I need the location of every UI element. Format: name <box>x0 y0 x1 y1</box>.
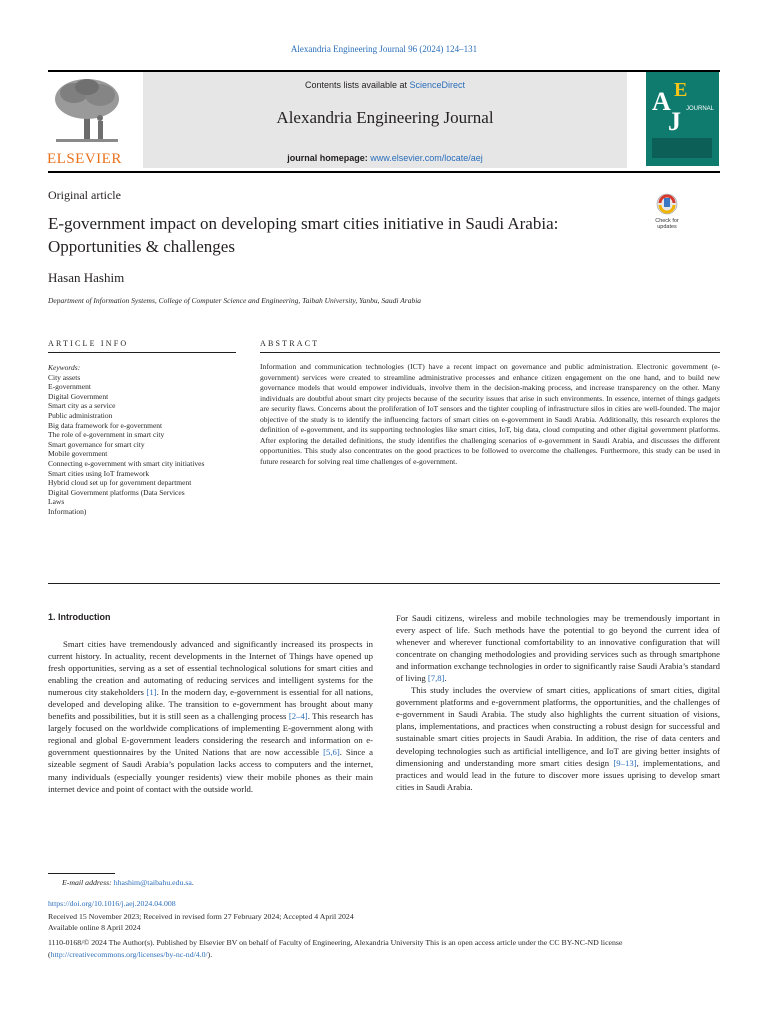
abstract-rule <box>260 352 720 353</box>
reference-link[interactable]: [5,6] <box>323 747 340 758</box>
paragraph: Smart cities have tremendously advanced and significantly increased its prospects in current history. In actuality, recent developments in the Internet of Things have opened up fresh opportunities, serving as a set of essential technological solutions for smart cities and enabling the creation and automating of reducing services and intelligent systems for the numerous city stakeholders [1]. In the modern day, e-government is essential for all nations, developed and developing alike. The transition to e-government has brought about many benefits and possibilities, but it is still seen as a challenging process [2–4]. This research has largely focused on the worldwide complications of implementing E-government along with regional and global E-government leaders considering the research and information on e-government questionnaires by the United Nations that are now accessible [5,6]. Since a sizeable segment of Saudi Arabia’s population lacks access to computers and the internet, many individuals (especially younger residents) view their mobile phones as their main internet device and point of contact with the outside world. <box>48 639 373 794</box>
paragraph: This study includes the overview of smart cities, applications of smart cities, digital government platforms and e-government platforms, the opportunities, and the challenges of e-government in Saudi Arabia. The study also highlights the current situation of visions, plans, implementations, and practices when constructing a robust design for successful and sustainable smart cities projects in Saudi Arabia. In addition, the rise of data centers and developing technologies such as artificial intelligence, and IoT are giving better insights of dimensioning and understanding more smart cities design [9–13], implementations, and practices and would lead in the future to discover more issues uprising to develop smart cities in Saudi Arabia. <box>396 685 720 792</box>
license-link[interactable]: http://creativecommons.org/licenses/by-nc-nd/4.0/ <box>50 949 208 959</box>
keyword: E-government <box>48 382 91 392</box>
doi-link[interactable]: https://doi.org/10.1016/j.aej.2024.04.008 <box>48 899 176 908</box>
cover-letter-e: E <box>674 79 688 101</box>
cover-word: JOURNAL <box>686 106 715 112</box>
cover-letter-j: J <box>668 107 681 136</box>
keyword: Mobile government <box>48 449 108 459</box>
keyword: Information) <box>48 506 87 516</box>
introduction-heading: 1. Introduction <box>48 612 111 622</box>
abstract-text: Information and communication technologies (ICT) have a recent impact on governance and public administration. Electronic government (e-government) services were created to streamline administrative processes and enhance citizen engagement on the one hand, and to build new governance models that would empower individuals, involve them in the decision-making process, and increase transparency on the other. Many individuals are doubtful about smart city projects because of the security issues that arise in such environments. In essence, internet of things gadgets are security flaws. Concerns about the proliferation of IoT sensors and the tighter coupling of infrastructure silos in cities are well-founded. The major objective of the study is to identify the influencing factors of smart cities on e-government in Saudi Arabia. Additionally, this research explores the definition of e-government, and its supporting technologies like smart cities, IoT, big data, cloud computing and other digital government platforms. After exploring the detailed definitions, the study identifies the challenging scenarios of e-government in Saudi Arabia, and discusses the different opportunities. This study also concentrates on the good practices to be followed to overcome the challenges. Furthermore, this study can be used in future research for solving real time challenges of e-government. <box>260 362 720 466</box>
article-title: E-government impact on developing smart cities initiative in Saudi Arabia: Opportunities & challenges <box>48 214 559 256</box>
journal-name: Alexandria Engineering Journal <box>276 108 494 127</box>
article-info-rule <box>48 352 236 353</box>
header-bottom-rule <box>48 171 720 173</box>
footnote-rule <box>48 873 115 874</box>
keyword: Hybrid cloud set up for government department <box>48 478 192 488</box>
body-column-right <box>396 612 720 793</box>
keyword: Public administration <box>48 410 113 420</box>
keyword: Connecting e-government with smart city initiatives <box>48 458 205 468</box>
journal-citation[interactable]: Alexandria Engineering Journal 96 (2024) 124–131 <box>290 44 478 54</box>
keyword: City assets <box>48 372 81 382</box>
keyword: Digital Government platforms (Data Services <box>48 487 185 497</box>
check-for-updates-badge[interactable] <box>648 192 686 232</box>
badge-text-line2: updates <box>657 224 677 230</box>
keyword: Smart cities using IoT framework <box>48 468 150 478</box>
contents-available: Contents lists available at ScienceDirect <box>304 80 466 90</box>
doi <box>48 898 720 910</box>
received-dates: Received 15 November 2023; Received in revised form 27 February 2024; Accepted 4 April 2024 <box>48 912 354 921</box>
journal-cover-art <box>646 72 719 166</box>
homepage-link[interactable]: www.elsevier.com/locate/aej <box>370 153 483 163</box>
paragraph: For Saudi citizens, wireless and mobile technologies may be tremendously important in every aspect of life. Such methods have the potential to go beyond the current idea of whenever and wherever functional comfortability to an innovative configuration that will concentrate on changing methodologies and providing services such as through smartphone and information exchange technologies in order to significantly raise Saudi Arabia’s standard of living [7,8]. <box>396 613 720 684</box>
keyword: The role of e-government in smart city <box>48 430 165 440</box>
body-column-left <box>48 638 373 795</box>
reference-link[interactable]: [1] <box>146 687 157 698</box>
front-matter-rule <box>48 583 720 584</box>
keyword: Smart governance for smart city <box>48 439 145 449</box>
keyword: Laws <box>48 497 65 507</box>
article-info-heading: ARTICLE INFO <box>48 339 129 348</box>
keyword: Smart city as a service <box>48 401 116 411</box>
badge-text-line1: Check for <box>655 218 679 224</box>
cover-letter-a: A <box>652 87 671 116</box>
author-name[interactable]: Hasan Hashim <box>48 270 125 285</box>
keyword: Big data framework for e-government <box>48 420 163 430</box>
available-online: Available online 8 April 2024 <box>48 923 141 932</box>
check-updates-icon <box>648 192 686 232</box>
elsevier-tree-logo <box>48 77 126 149</box>
elsevier-wordmark: ELSEVIER <box>47 151 122 167</box>
reference-link[interactable]: [7,8] <box>427 673 445 684</box>
license-text: 1110-0168/© 2024 The Author(s). Published by Elsevier BV on behalf of Faculty of Engineering, Alexandria University This is an open access article under the CC BY-NC-ND license (http://creativecommons.org/licenses/by-nc-nd/4.0/). <box>48 938 623 959</box>
email-link[interactable]: hhashim@taibahu.edu.sa <box>113 878 192 887</box>
keywords-list <box>48 363 216 517</box>
journal-cover[interactable] <box>646 72 719 166</box>
journal-homepage: journal homepage: www.elsevier.com/locate/aej <box>287 153 483 163</box>
keywords-label: Keywords: <box>48 363 81 372</box>
keyword: Digital Government <box>48 391 109 401</box>
author-email: E-mail address: hhashim@taibahu.edu.sa. <box>62 878 194 887</box>
article-type: Original article <box>48 188 121 202</box>
reference-link[interactable]: [2–4] <box>288 711 308 722</box>
author-affiliation: Department of Information Systems, College of Computer Science and Engineering, Taibah University, Yanbu, Saudi Arabia <box>48 296 422 305</box>
abstract-heading: ABSTRACT <box>260 339 320 348</box>
sciencedirect-link[interactable]: ScienceDirect <box>409 80 466 90</box>
reference-link[interactable]: [9–13] <box>613 757 637 768</box>
